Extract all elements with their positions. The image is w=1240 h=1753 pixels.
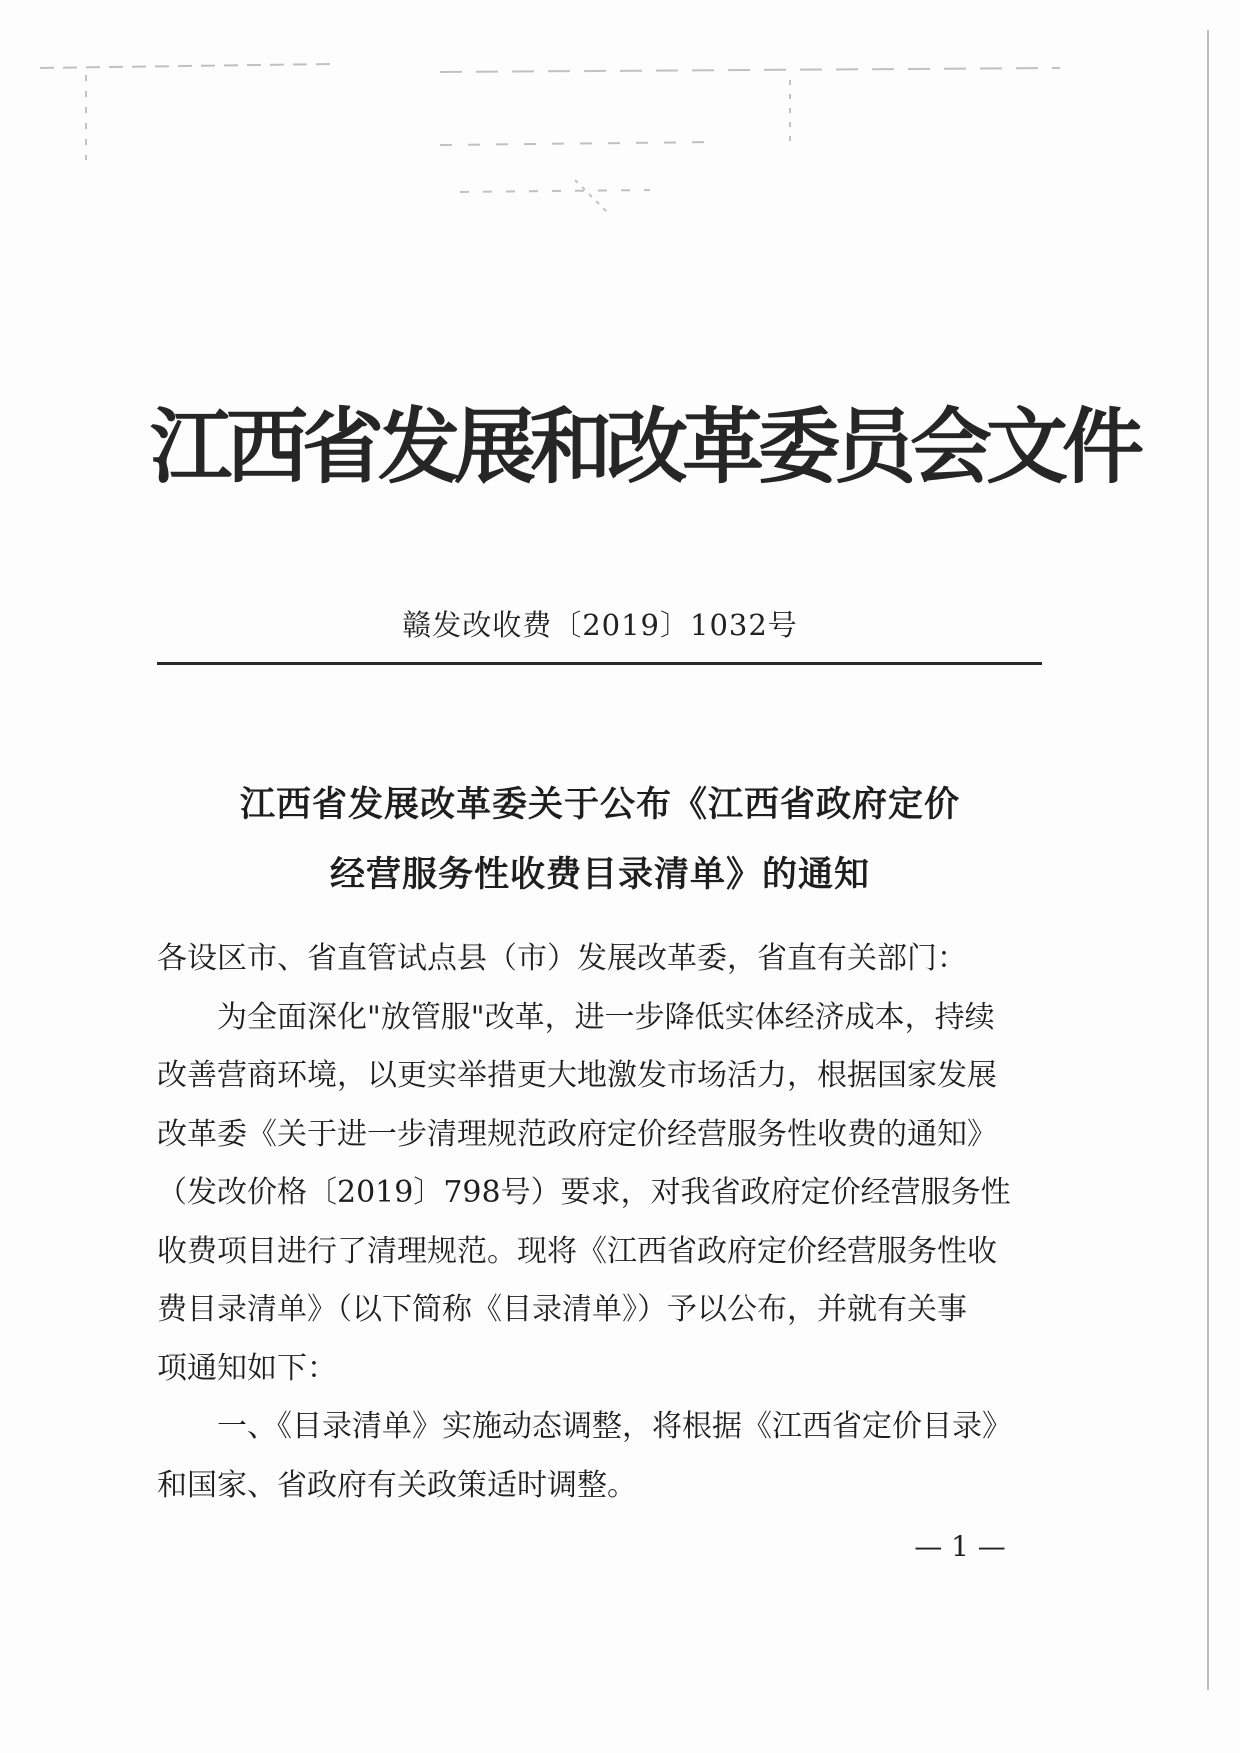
notice-title (150, 770, 1050, 910)
scan-artifacts (0, 0, 1240, 260)
notice-body (157, 930, 1042, 1515)
body-line: 项通知如下： (157, 1350, 337, 1386)
body-line: 为全面深化"放管服"改革，进一步降低实体经济成本，持续 (217, 999, 995, 1035)
body-line: 费目录清单》（以下简称《目录清单》）予以公布，并就有关事 (157, 1292, 967, 1327)
body-line: 改革委《关于进一步清理规范政府定价经营服务性收费的通知》 (157, 1116, 997, 1152)
body-line: 和国家、省政府有关政策适时调整。 (157, 1467, 637, 1503)
body-line: 改善营商环境，以更实举措更大地激发市场活力，根据国家发展 (157, 1058, 997, 1093)
page-number: — 1 — (914, 1530, 1006, 1563)
agency-banner: 江西省发展和改革委员会文件 (150, 399, 1139, 495)
body-line: 一、《目录清单》实施动态调整，将根据《江西省定价目录》 (217, 1409, 1012, 1444)
notice-title-line: 经营服务性收费目录清单》的通知 (329, 854, 870, 895)
scan-edge-line (1207, 30, 1209, 1690)
notice-title-line: 江西省发展改革委关于公布《江西省政府定价 (239, 784, 960, 825)
body-line: （发改价格〔2019〕798号）要求，对我省政府定价经营服务性 (157, 1175, 1011, 1210)
addressee-line: 各设区市、省直管试点县（市）发展改革委，省直有关部门： (157, 941, 967, 976)
header-divider (157, 662, 1042, 665)
body-line: 收费项目进行了清理规范。现将《江西省政府定价经营服务性收 (157, 1233, 997, 1269)
document-number: 赣发改收费〔2019〕1032号 (402, 608, 798, 642)
